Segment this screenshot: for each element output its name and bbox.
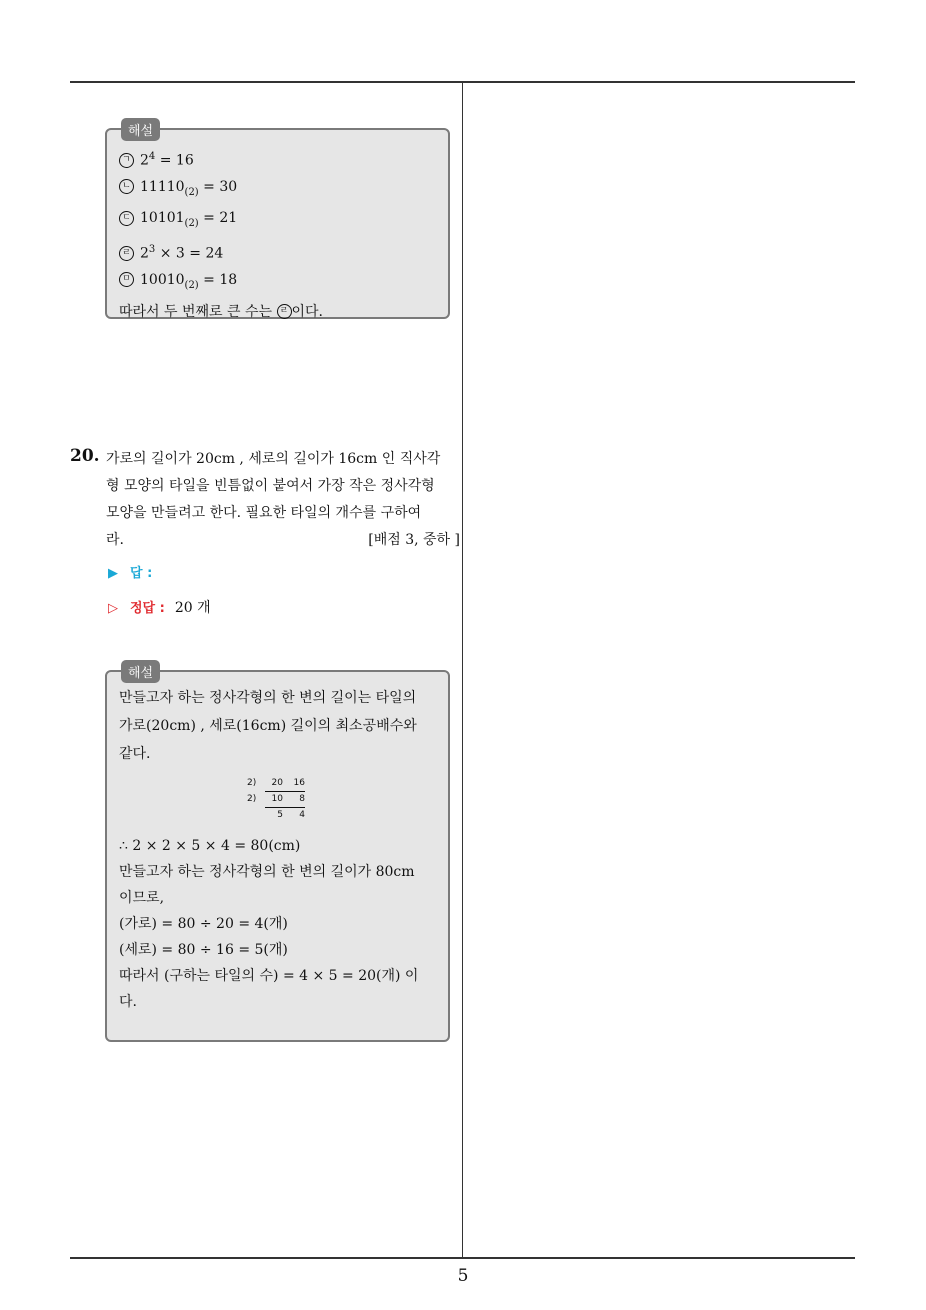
solution-tag: 해설	[121, 660, 160, 683]
solution-line-3: ㄷ $10101_{(2)} = 21$	[119, 205, 436, 237]
solution-box-2	[105, 666, 450, 1042]
answer-label: 답 :	[130, 566, 153, 581]
circled-letter-icon: ㅁ	[119, 272, 134, 287]
page-number: 5	[457, 1266, 469, 1286]
solution-conclusion: 따라서 두 번째로 큰 수는 ㄹ 이다.	[119, 303, 323, 320]
correct-answer-row	[108, 597, 211, 617]
solution-tag: 해설	[121, 118, 160, 141]
answer-row	[108, 562, 152, 581]
question-number: 20.	[70, 446, 100, 466]
solution-line-2: ㄴ $11110_{(2)} = 30$	[119, 174, 436, 206]
ladder-division	[247, 776, 436, 823]
play-icon: ▶	[108, 566, 118, 581]
solution-intro: 만들고자 하는 정사각형의 한 변의 길이는 타일의 가로(20cm) , 세로(16cm) 길이의 최소공배수와 같다.	[119, 690, 417, 762]
circled-letter-icon: ㄴ	[119, 179, 134, 194]
question-text: 가로의 길이가 20cm , 세로의 길이가 16cm 인 직사각 형 모양의 타일을 빈틈없이 붙여서 가장 작은 정사각형 모양을 만들려고 한다. 필요한 타일의 개수를 구하여 라. [배점 3, 중하 ]	[106, 446, 460, 554]
column-divider	[462, 82, 463, 1258]
circled-letter-icon: ㄷ	[119, 211, 134, 226]
division-row: 2) 10 8	[247, 792, 436, 808]
circled-letter-icon: ㄹ	[277, 304, 292, 319]
division-result-row: 5 4	[277, 810, 305, 820]
correct-answer-label: 정답 :	[130, 601, 165, 616]
circled-letter-icon: ㄹ	[119, 246, 134, 261]
correct-answer-value: 20 개	[174, 600, 211, 616]
solution-line-5: ㅁ $10010_{(2)} = 18$	[119, 267, 436, 299]
solution-box-1	[105, 124, 450, 320]
question-score: [배점 3, 중하 ]	[368, 532, 460, 548]
play-outline-icon: ▷	[108, 601, 118, 616]
solution-steps: ∴ 2 × 2 × 5 × 4 = 80(cm) 만들고자 하는 정사각형의 한 변의 길이가 80cm 이므로, (가로) = 80 ÷ 20 = 4(개) (세로) = 80 ÷ 16 = 5(개) 따라서 (구하는 타일의 수) = 4 × 5 = 20(개) 이 다.	[119, 838, 419, 1010]
division-row: 2) 20 16	[247, 776, 436, 792]
footer-rule	[70, 1257, 855, 1259]
question-20	[70, 446, 460, 554]
solution-line-4: ㄹ $2^3 \times 3 = 24$	[119, 237, 436, 267]
circled-letter-icon: ㄱ	[119, 153, 134, 168]
solution-line-1: ㄱ $2^4 = 16$	[119, 144, 436, 174]
